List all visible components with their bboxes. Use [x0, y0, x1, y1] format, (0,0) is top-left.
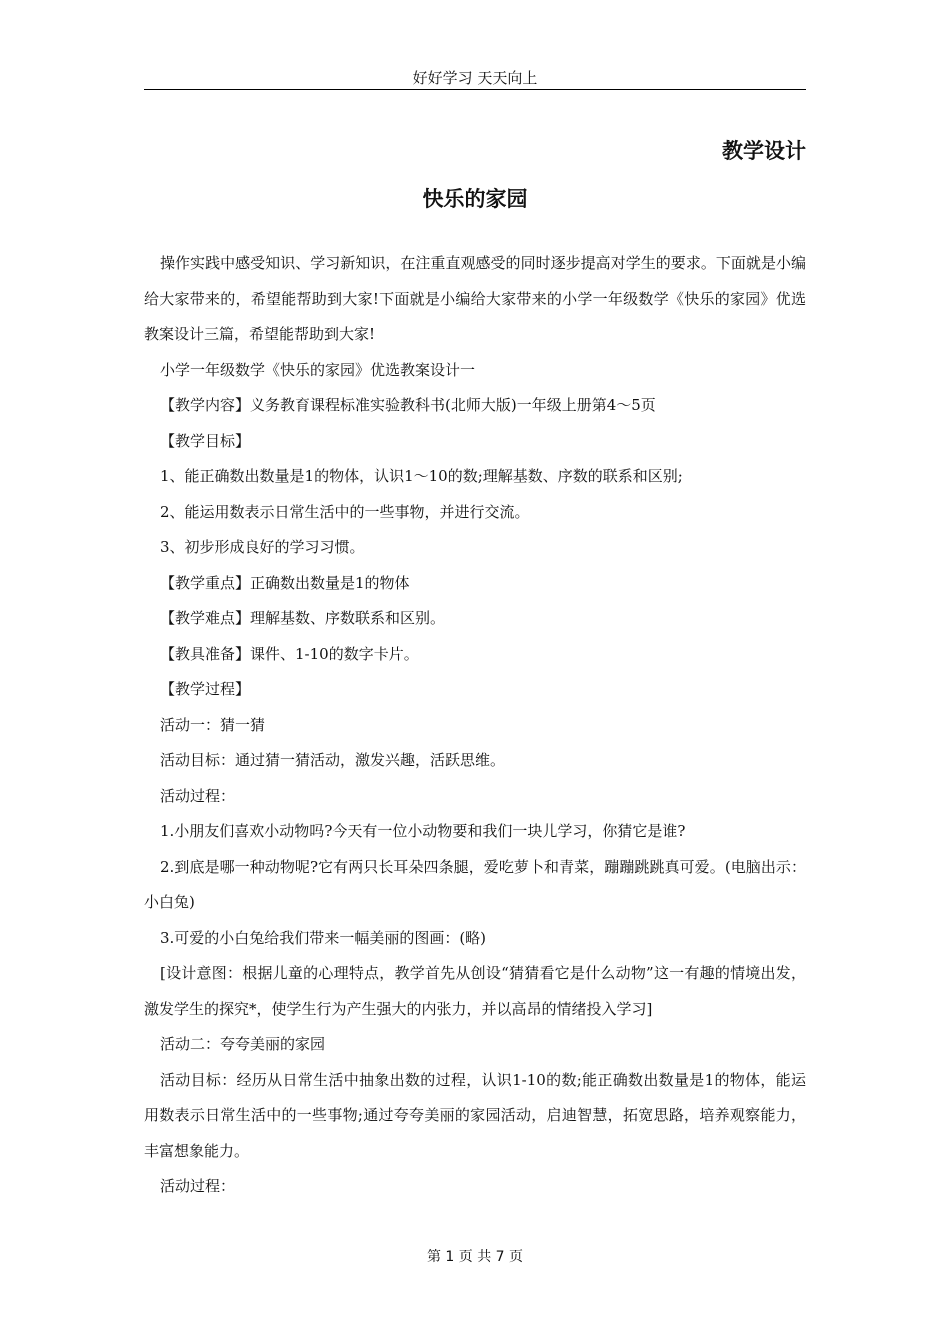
page-header: 好好学习 天天向上 — [412, 69, 538, 87]
paragraph-activity-2-process: 活动过程： — [160, 1177, 236, 1195]
paragraph-activity-2: 活动二：夸夸美丽的家园 — [160, 1035, 326, 1053]
paragraph-goal-3: 3、初步形成良好的学习习惯。 — [160, 538, 365, 556]
document-subtitle: 快乐的家园 — [422, 187, 528, 211]
document-title: 教学设计 — [722, 139, 806, 163]
paragraph-goal-1: 1、能正确数出数量是1的物体，认识1～10的数;理解基数、序数的联系和区别; — [160, 467, 683, 485]
paragraph-goals-heading: 【教学目标】 — [160, 431, 251, 450]
paragraph-activity-1: 活动一：猜一猜 — [160, 715, 266, 734]
paragraph-plan-title: 小学一年级数学《快乐的家园》优选教案设计一 — [160, 360, 476, 379]
paragraph-step-3: 3.可爱的小白兔给我们带来一幅美丽的图画：(略) — [160, 928, 487, 947]
paragraph-difficulty: 【教学难点】理解基数、序数联系和区别。 — [160, 609, 446, 627]
paragraph-step-2: 2.到底是哪一种动物呢?它有两只长耳朵四条腿，爱吃萝卜和青菜，蹦蹦跳跳真可爱。(电脑出示：小白兔) — [144, 857, 806, 911]
paragraph-activity-1-goal: 活动目标：通过猜一猜活动，激发兴趣，活跃思维。 — [160, 751, 506, 769]
document-body — [144, 246, 806, 1205]
paragraph-activity-2-goal: 活动目标：经历从日常生活中抽象出数的过程，认识1-10的数;能正确数出数量是1的物体，能运用数表示日常生活中的一些事物;通过夸夸美丽的家园活动，启迪智慧，拓宽思路，培养观察能力，丰富想象能力。 — [144, 1070, 806, 1160]
page-footer: 第 1 页 共 7 页 — [426, 1249, 524, 1265]
paragraph-materials: 【教具准备】课件、1-10的数字卡片。 — [160, 644, 419, 663]
paragraph-process-heading: 【教学过程】 — [160, 680, 251, 698]
paragraph-content: 【教学内容】义务教育课程标准实验教科书(北师大版)一年级上册第4～5页 — [160, 396, 656, 414]
paragraph-design-intent: [设计意图：根据儿童的心理特点，教学首先从创设“猜猜看它是什么动物”这一有趣的情境出发，激发学生的探究*，使学生行为产生强大的内张力，并以高昂的情绪投入学习] — [144, 964, 806, 1018]
paragraph-step-1: 1.小朋友们喜欢小动物吗?今天有一位小动物要和我们一块儿学习，你猜它是谁? — [160, 822, 686, 840]
paragraph-goal-2: 2、能运用数表示日常生活中的一些事物，并进行交流。 — [160, 502, 530, 521]
paragraph-key-point: 【教学重点】正确数出数量是1的物体 — [160, 573, 410, 592]
paragraph-intro: 操作实践中感受知识、学习新知识，在注重直观感受的同时逐步提高对学生的要求。下面就是小编给大家带来的，希望能帮助到大家!下面就是小编给大家带来的小学一年级数学《快乐的家园》优选教案设计三篇，希望能帮助到大家! — [144, 254, 806, 343]
header-divider — [144, 89, 806, 90]
paragraph-activity-1-process: 活动过程： — [160, 786, 236, 805]
